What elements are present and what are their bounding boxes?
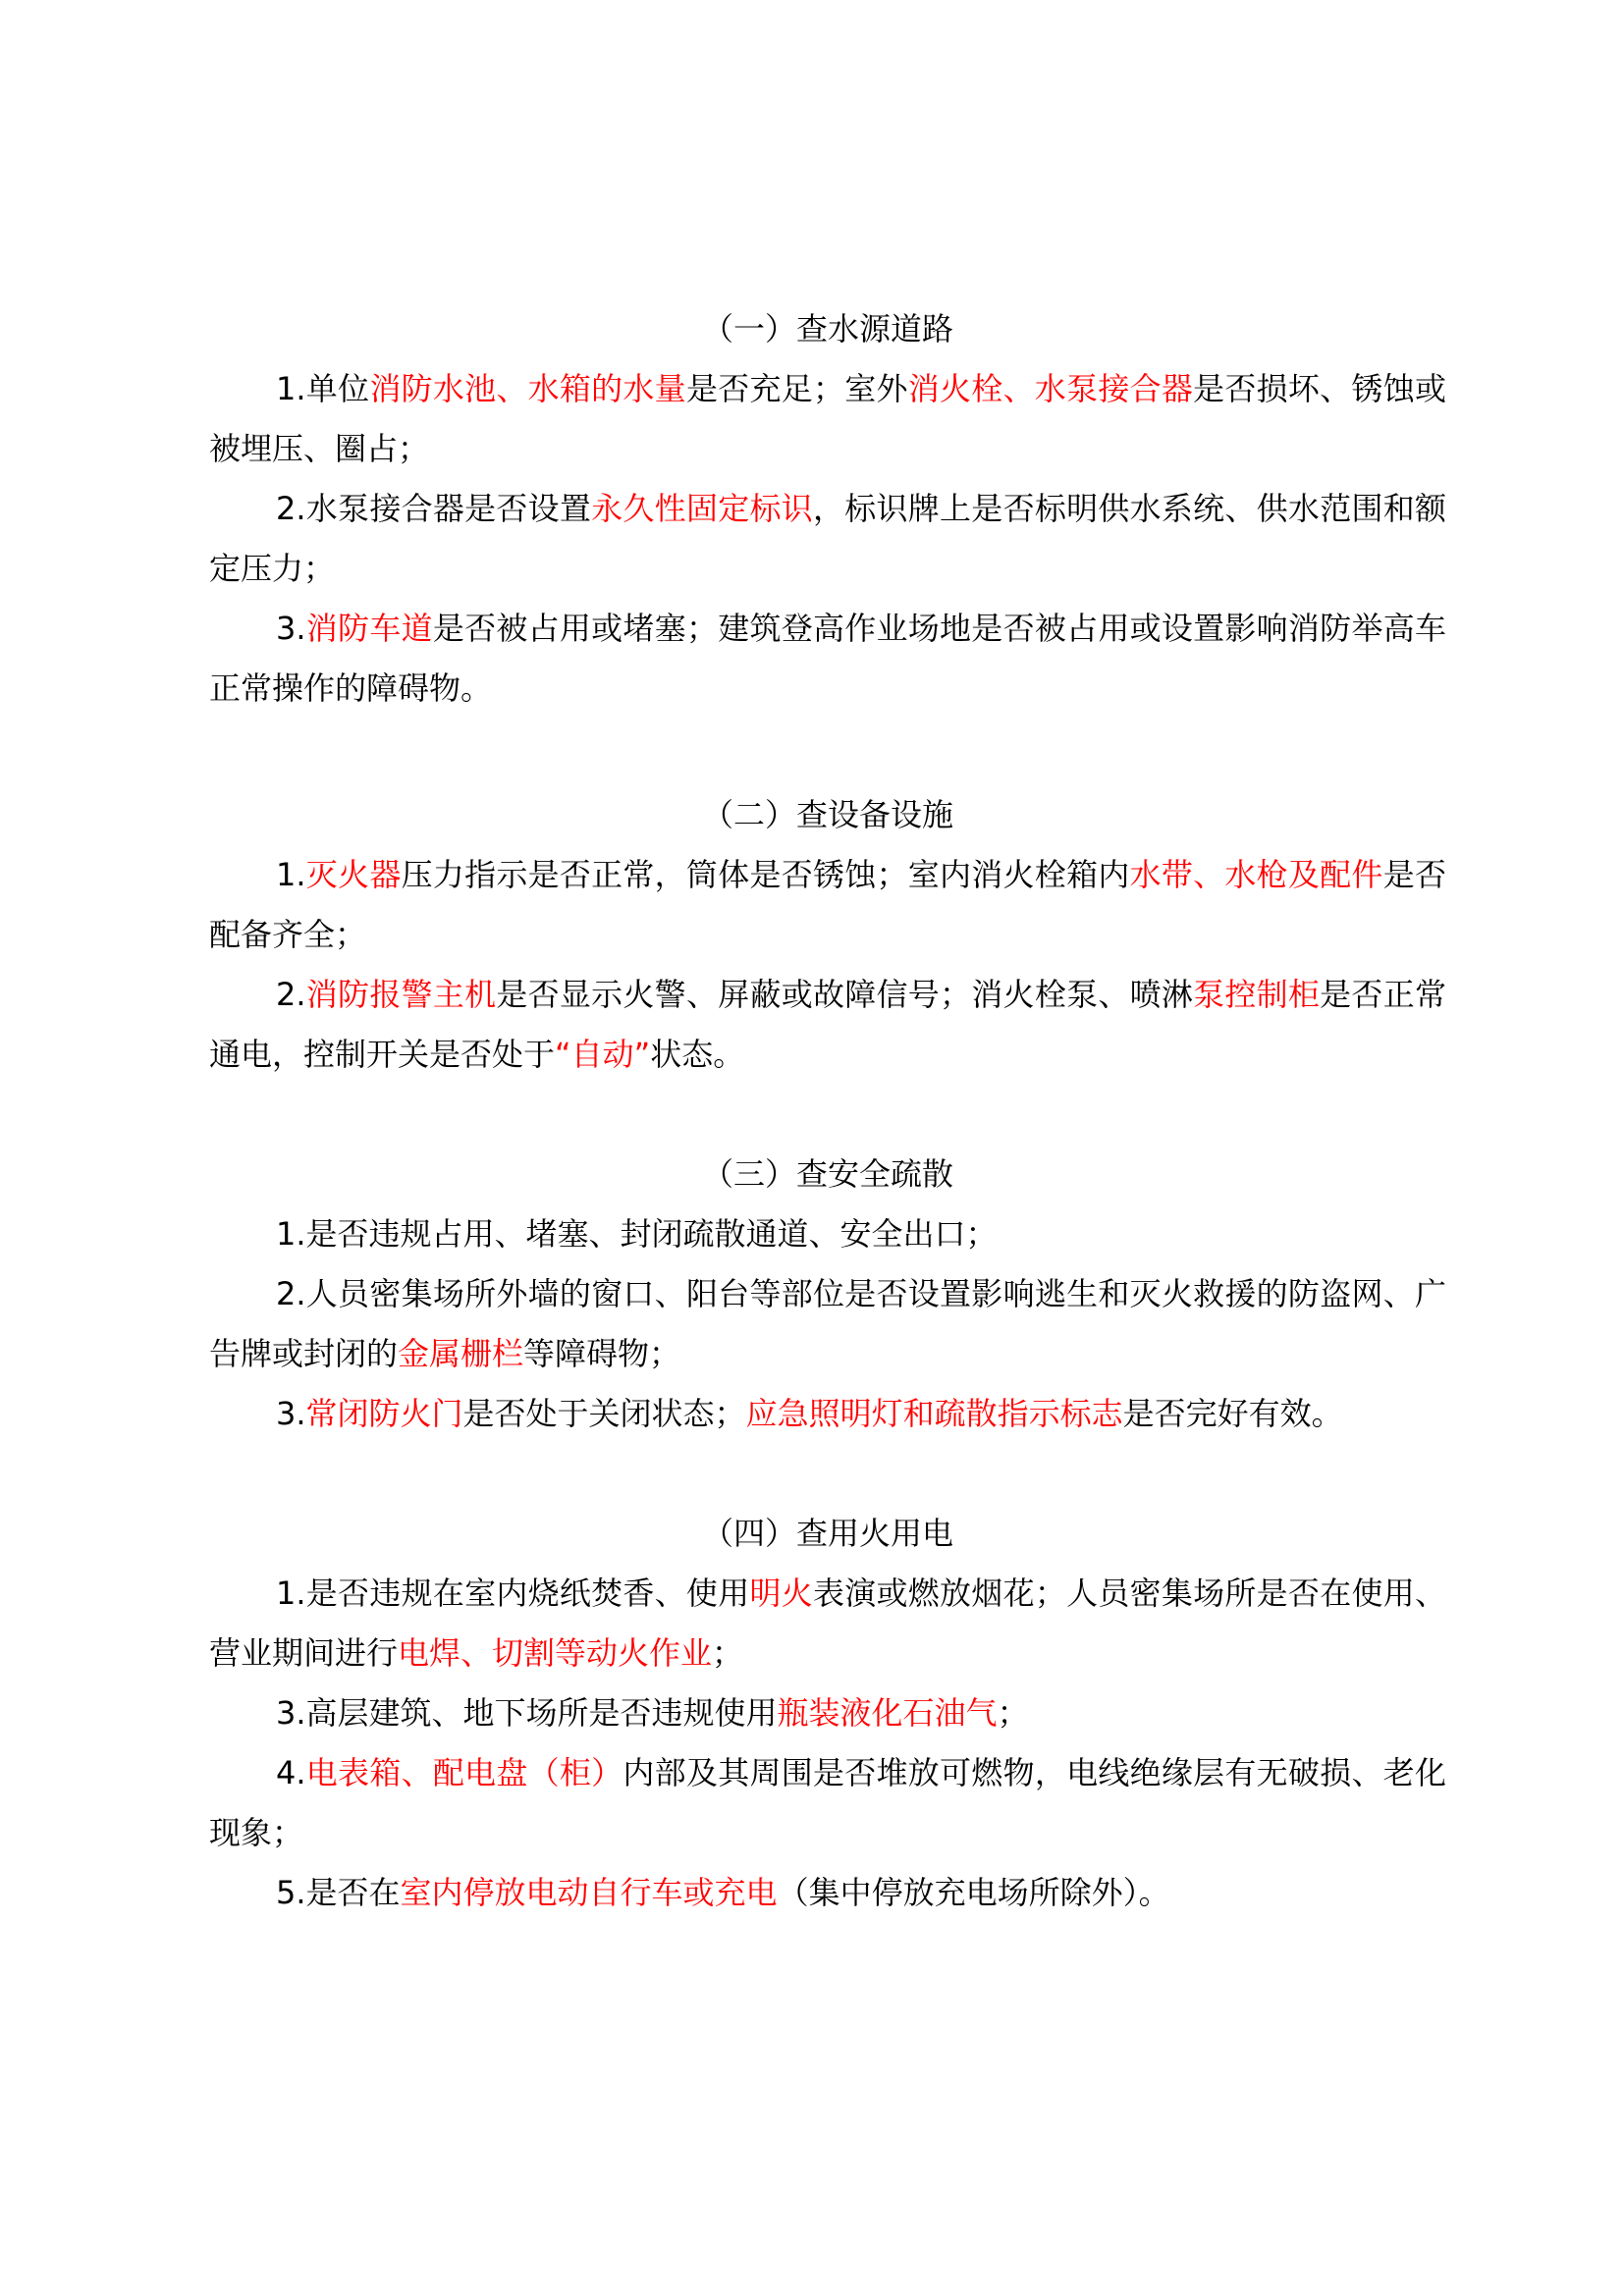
highlight-text: 永久性固定标识 [591,490,813,527]
check-item: 2.水泵接合器是否设置永久性固定标识，标识牌上是否标明供水系统、供水范围和额定压力； [209,490,1446,587]
section-evacuation [209,1144,1446,1444]
section-equipment [209,784,1446,1085]
check-item: 4.电表箱、配电盘（柜）内部及其周围是否堆放可燃物，电线绝缘层有无破损、老化现象； [209,1754,1446,1851]
highlight-text: 消防报警主机 [305,976,497,1013]
check-item: 2.人员密集场所外墙的窗口、阳台等部位是否设置影响逃生和灭火救援的防盗网、广告牌或封闭的金属栅栏等障碍物； [209,1275,1446,1372]
check-item: 3.高层建筑、地下场所是否违规使用瓶装液化石油气； [276,1694,1029,1732]
highlight-text: 瓶装液化石油气 [777,1694,998,1732]
highlight-text: 电表箱、配电盘（柜） [305,1754,623,1791]
check-item: 3.消防车道是否被占用或堵塞；建筑登高作业场地是否被占用或设置影响消防举高车正常操作的障碍物。 [209,610,1446,707]
check-item: 5.是否在室内停放电动自行车或充电（集中停放充电场所除外）。 [276,1874,1170,1911]
highlight-text: 消火栓、水泵接合器 [907,370,1194,407]
highlight-text: 泵控制柜 [1193,976,1321,1013]
highlight-text: 应急照明灯和疏散指示标志 [745,1395,1123,1432]
section-heading: （一）查水源道路 [701,310,953,347]
check-item: 3.常闭防火门是否处于关闭状态；应急照明灯和疏散指示标志是否完好有效。 [276,1395,1343,1432]
check-item: 1.是否违规在室内烧纸焚香、使用明火表演或燃放烟花；人员密集场所是否在使用、营业期间进行电焊、切割等动火作业； [209,1575,1446,1672]
check-item: 1.灭火器压力指示是否正常，筒体是否锈蚀；室内消火栓箱内水带、水枪及配件是否配备齐全； [209,856,1446,953]
highlight-text: 常闭防火门 [305,1395,463,1432]
highlight-text: 消防水池、水箱的水量 [369,370,686,407]
highlight-text: 水带、水枪及配件 [1129,856,1383,893]
highlight-text: 室内停放电动自行车或充电 [400,1874,778,1911]
check-item: 1.单位消防水池、水箱的水量是否充足；室外消火栓、水泵接合器是否损坏、锈蚀或被埋压、圈占； [209,370,1446,467]
highlight-text: 灭火器 [305,856,402,893]
highlight-text: 电焊、切割等动火作业 [398,1634,713,1672]
section-heading: （三）查安全疏散 [701,1155,953,1193]
check-item: 2.消防报警主机是否显示火警、屏蔽或故障信号；消火栓泵、喷淋泵控制柜是否正常通电，控制开关是否处于“自动”状态。 [209,976,1446,1073]
section-water-roads [209,298,1446,719]
highlight-text: 消防车道 [305,610,433,647]
highlight-text: 明火 [749,1575,813,1612]
highlight-text: “自动” [555,1036,651,1073]
highlight-text: 金属栅栏 [398,1335,524,1372]
section-heading: （二）查设备设施 [701,796,953,833]
check-item: 1.是否违规占用、堵塞、封闭疏散通道、安全出口； [276,1215,998,1253]
section-fire-electricity [209,1503,1446,1923]
section-heading: （四）查用火用电 [701,1515,953,1552]
